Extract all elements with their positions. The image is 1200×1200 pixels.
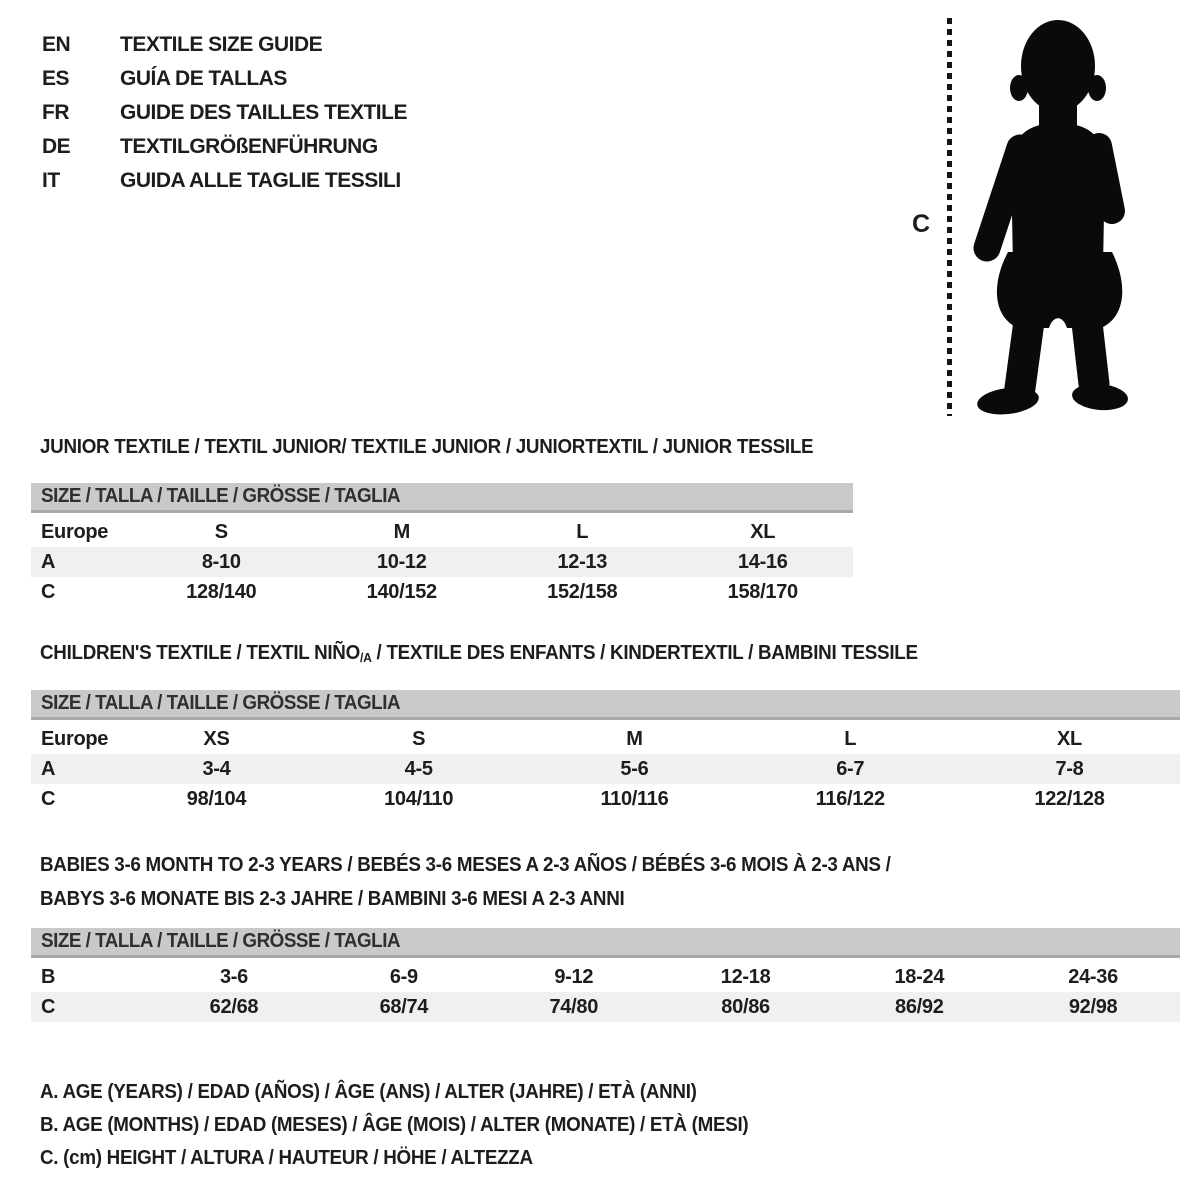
height-cell: 68/74 [319,992,489,1022]
junior-region-row [31,517,853,547]
height-cell: 86/92 [832,992,1006,1022]
junior-size-table [31,483,853,607]
babies-size-table [31,928,1180,1022]
junior-size-header-bar [31,483,853,513]
legend-line-c: C. (cm) HEIGHT / ALTURA / HAUTEUR / HÖHE / ALTEZZA [40,1147,533,1169]
age-cell: 7-8 [959,754,1180,784]
lang-row-es [42,68,407,90]
size-cell: XL [750,520,776,543]
legend-line-a: A. AGE (YEARS) / EDAD (AÑOS) / ÂGE (ANS) / ALTER (JAHRE) / ETÀ (ANNI) [40,1081,697,1103]
children-region-row [31,724,1180,754]
region-label: Europe [41,727,109,750]
lang-code: IT [42,169,60,192]
row-label: C [41,580,56,603]
height-cell: 152/158 [547,580,618,603]
height-cell: 104/110 [384,787,454,810]
legend [40,1076,794,1175]
region-label: Europe [41,520,109,543]
lang-code: EN [42,33,71,56]
size-header-label: SIZE / TALLA / TAILLE / GRÖSSE / TAGLIA [41,930,401,952]
lang-row-de [42,136,407,158]
size-cell: M [393,520,410,543]
size-cell: L [576,520,589,543]
lang-code: ES [42,67,70,90]
height-dashed-line [947,18,952,416]
row-label: B [41,965,56,988]
height-cell: 74/80 [489,992,659,1022]
age-cell: 8-10 [131,547,312,577]
height-cell: 158/170 [727,580,798,603]
children-size-table [31,690,1180,814]
size-cell: S [214,520,228,543]
lang-title: TEXTILGRÖßENFÜHRUNG [120,135,378,158]
children-section-title-text [40,642,918,665]
junior-section-title-text: JUNIOR TEXTILE / TEXTIL JUNIOR/ TEXTILE JUNIOR / JUNIORTEXTIL / JUNIOR TESSILE [40,436,814,458]
lang-title: GUIDA ALLE TAGLIE TESSILI [120,169,401,192]
babies-section-title [40,848,945,916]
size-header-label: SIZE / TALLA / TAILLE / GRÖSSE / TAGLIA [41,692,401,714]
months-cell: 6-9 [389,965,418,988]
height-cell: 110/116 [600,787,669,810]
junior-section-title [40,436,863,459]
months-cell: 18-24 [894,965,945,988]
lang-row-en [42,34,407,56]
size-cell: XL [1057,727,1082,750]
row-label: C [41,787,56,810]
height-cell: 80/86 [659,992,833,1022]
children-title-pre: CHILDREN'S TEXTILE / TEXTIL NIÑO [40,642,360,664]
height-measure-label: C [912,210,931,238]
lang-code: FR [42,101,69,124]
age-cell: 5-6 [527,754,741,784]
row-label: A [31,547,131,577]
months-cell: 3-6 [219,965,248,988]
height-cell: 62/68 [149,992,319,1022]
size-cell: L [844,727,857,750]
lang-row-it [42,170,407,192]
age-cell: 10-12 [312,547,493,577]
size-cell: S [412,727,426,750]
age-cell: 3-4 [123,754,310,784]
lang-title: GUIDE DES TAILLES TEXTILE [120,101,407,124]
height-cell: 116/122 [815,787,885,810]
size-cell: M [626,727,643,750]
lang-row-fr [42,102,407,124]
children-section-title [40,642,974,665]
size-header-label: SIZE / TALLA / TAILLE / GRÖSSE / TAGLIA [41,485,401,507]
junior-height-row [31,577,853,607]
children-height-row [31,784,1180,814]
lang-code: DE [42,135,71,158]
height-cell: 128/140 [186,580,257,603]
height-cell: 140/152 [366,580,437,603]
babies-size-header-bar [31,928,1180,958]
children-size-header-bar [31,690,1180,720]
row-label: A [31,754,123,784]
row-label: C [31,992,149,1022]
height-cell: 122/128 [1034,787,1105,810]
children-title-sub: /A [359,650,372,665]
height-cell: 92/98 [1006,992,1180,1022]
height-cell: 98/104 [186,787,247,810]
age-cell: 6-7 [741,754,959,784]
age-cell: 4-5 [310,754,528,784]
babies-height-row [31,992,1180,1022]
children-title-post: / TEXTILE DES ENFANTS / KINDERTEXTIL / BAMBINI TESSILE [371,642,918,664]
toddler-silhouette [963,16,1141,418]
months-cell: 12-18 [720,965,771,988]
lang-title: TEXTILE SIZE GUIDE [120,33,323,56]
junior-age-row [31,547,853,577]
age-cell: 14-16 [673,547,854,577]
age-cell: 12-13 [492,547,673,577]
legend-line-b: B. AGE (MONTHS) / EDAD (MESES) / ÂGE (MOIS) / ALTER (MONATE) / ETÀ (MESI) [40,1114,749,1136]
lang-title: GUÍA DE TALLAS [120,67,287,90]
size-cell: XS [203,727,230,750]
babies-title-line2: BABYS 3-6 MONATE BIS 2-3 JAHRE / BAMBINI 3-6 MESI A 2-3 ANNI [40,888,625,910]
babies-months-row [31,962,1180,992]
children-age-row [31,754,1180,784]
babies-title-line1: BABIES 3-6 MONTH TO 2-3 YEARS / BEBÉS 3-6 MESES A 2-3 AÑOS / BÉBÉS 3-6 MOIS À 2-3 ANS / [40,854,891,876]
months-cell: 9-12 [554,965,594,988]
language-list [42,34,407,204]
months-cell: 24-36 [1068,965,1118,988]
